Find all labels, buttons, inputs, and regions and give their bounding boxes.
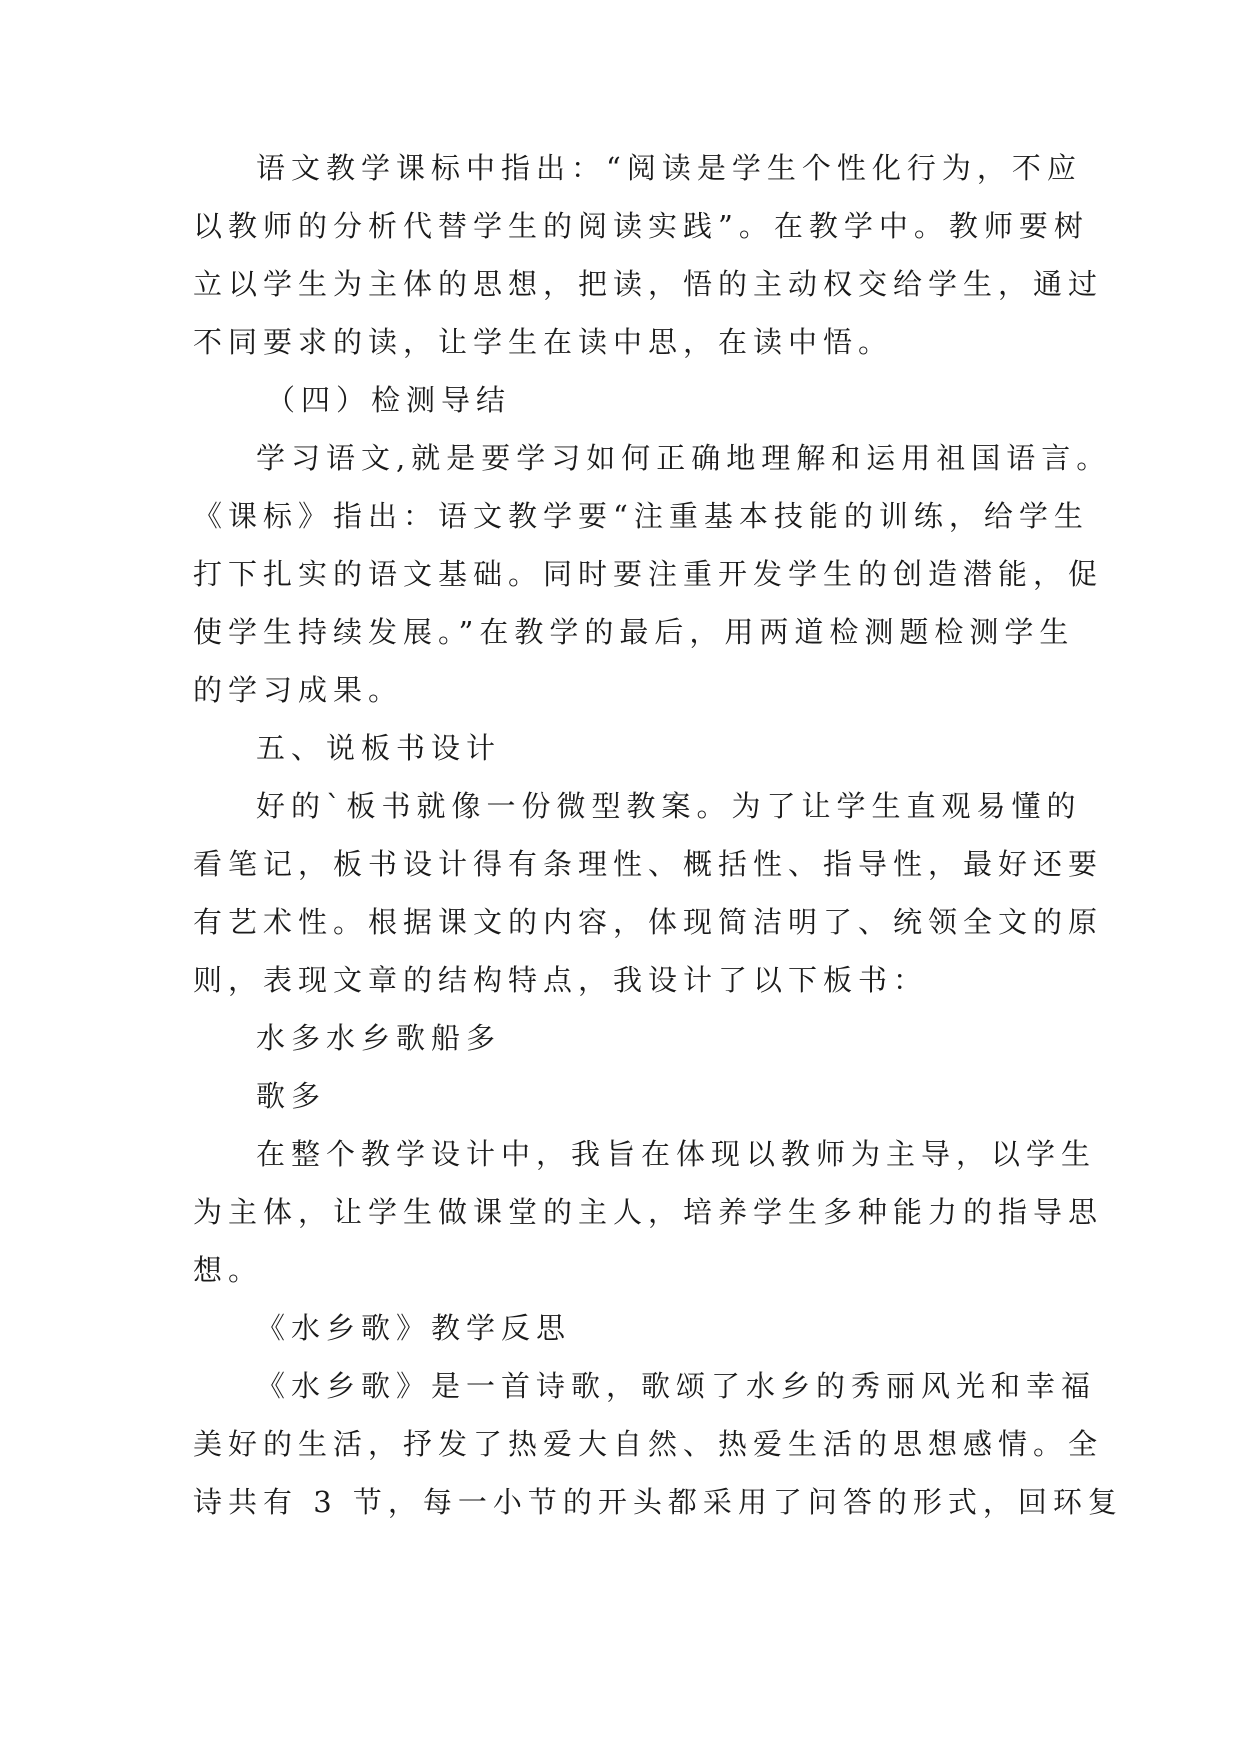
paragraph-line: 使学生持续发展。”在教学的最后，用两道检测题检测学生 xyxy=(193,615,1075,649)
paragraph-line: 学习语文,就是要学习如何正确地理解和运用祖国语言。 xyxy=(256,441,1112,475)
board-design-line: 水多水乡歌船多 xyxy=(256,1021,502,1055)
section-heading: 五、说板书设计 xyxy=(256,731,502,765)
paragraph-line: 立以学生为主体的思想，把读，悟的主动权交给学生，通过 xyxy=(193,267,1104,301)
paragraph-line: 为主体，让学生做课堂的主人，培养学生多种能力的指导思 xyxy=(193,1195,1104,1229)
paragraph-line: 有艺术性。根据课文的内容，体现简洁明了、统领全文的原 xyxy=(193,905,1104,939)
paragraph-line: 想。 xyxy=(193,1253,264,1287)
paragraph-line: 《课标》指出：语文教学要“注重基本技能的训练，给学生 xyxy=(193,499,1089,533)
paragraph-line: 《水乡歌》是一首诗歌，歌颂了水乡的秀丽风光和幸福 xyxy=(256,1369,1097,1403)
section-heading: （四）检测导结 xyxy=(266,383,512,417)
paragraph-line: 诗共有 3 节，每一小节的开头都采用了问答的形式，回环复 xyxy=(193,1485,1123,1519)
paragraph-line: 不同要求的读，让学生在读中思，在读中悟。 xyxy=(193,325,894,359)
board-design-line: 歌多 xyxy=(256,1079,327,1113)
paragraph-line: 美好的生活，抒发了热爱大自然、热爱生活的思想感情。全 xyxy=(193,1427,1104,1461)
paragraph-line: 打下扎实的语文基础。同时要注重开发学生的创造潜能，促 xyxy=(193,557,1104,591)
paragraph-line: 以教师的分析代替学生的阅读实践”。在教学中。教师要树 xyxy=(193,209,1089,243)
section-heading: 《水乡歌》教学反思 xyxy=(256,1311,572,1345)
paragraph-line: 语文教学课标中指出：“阅读是学生个性化行为，不应 xyxy=(256,151,1082,185)
paragraph-line: 看笔记，板书设计得有条理性、概括性、指导性，最好还要 xyxy=(193,847,1104,881)
paragraph-line: 好的`板书就像一份微型教案。为了让学生直观易懂的 xyxy=(256,789,1082,823)
paragraph-line: 则，表现文章的结构特点，我设计了以下板书： xyxy=(193,963,929,997)
paragraph-line: 的学习成果。 xyxy=(193,673,404,707)
paragraph-line: 在整个教学设计中，我旨在体现以教师为主导，以学生 xyxy=(256,1137,1097,1171)
